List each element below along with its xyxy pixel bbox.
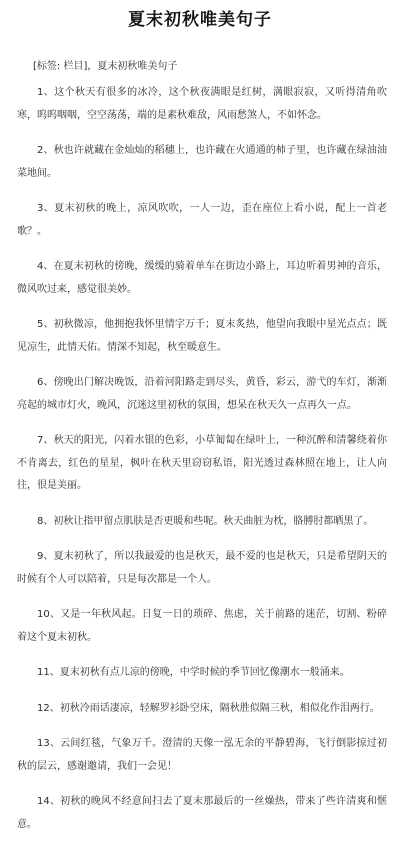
paragraph: 1、这个秋天有很多的冰冷，这个秋夜满眼是红树，满眼寂寂，又听得清角吹寒，呜呜咽咽，空空荡荡，端的是素秋难敌，风雨愁煞人，不如怀念。 [17, 87, 387, 121]
paragraph: 7、秋天的阳光，闪着水银的色彩，小草匍匐在绿叶上，一种沉醉和清馨绕着你不肯离去，红色的星星，枫叶在秋天里窃窃私语，阳光透过森林照在地上，让人向往，很是美丽。 [17, 435, 387, 491]
paragraph: 14、初秋的晚风不经意间扫去了夏末那最后的一丝燥热，带来了些许清爽和惬意。 [17, 796, 387, 830]
paragraph: 4、在夏末初秋的傍晚，缓缓的骑着单车在街边小路上，耳边听着男神的音乐，微风吹过来，感觉很美妙。 [17, 261, 387, 295]
paragraph: 6、傍晚出门解决晚饭，沿着河阳路走到尽头，黄昏，彩云，游弋的车灯，渐渐亮起的城市灯火，晚风，沉迷这里初秋的氛围，想呆在秋天久一点再久一点。 [17, 377, 387, 411]
paragraph: 9、夏末初秋了，所以我最爱的也是秋天，最不爱的也是秋天，只是希望阴天的时候有个人可以陪着，只是每次都是一个人。 [17, 551, 387, 585]
paragraph: 12、初秋冷雨话凄凉，轻解罗衫卧空床，隔秋胜似隔三秋，相似化作泪两行。 [37, 702, 380, 714]
paragraph: 13、云间红毯，气象万千。澄清的天像一泓无余的平静碧海，飞行倒影掠过初秋的层云，感谢邀请，我们一会见！ [17, 738, 387, 772]
paragraph: 2、秋也许就藏在金灿灿的稻穗上，也许藏在火通通的柿子里，也许藏在绿油油菜地间。 [17, 145, 387, 179]
paragraph: 3、夏末初秋的晚上，凉风吹吹，一人一边，歪在座位上看小说，配上一首老歌？。 [17, 203, 387, 237]
article-body [17, 82, 387, 849]
page-title: 夏末初秋唯美句子 [128, 10, 272, 30]
paragraph: 8、初秋让指甲留点肌肤是否更暖和些呢。秋天曲脏为枕，胳膊肘都晒黑了。 [37, 515, 374, 527]
tagline: [标签: 栏目]，夏末初秋唯美句子 [33, 61, 178, 72]
paragraph: 11、夏末初秋有点儿凉的傍晚，中学时候的季节回忆像潮水一般涌来。 [37, 667, 350, 678]
paragraph: 10、又是一年秋风起。日复一日的琐碎、焦虑，关于前路的迷茫，切割、粉碎着这个夏末初秋。 [17, 609, 387, 643]
paragraph: 5、初秋微凉，他拥抱我怀里情字万千；夏末炙热，他望向我眼中星光点点；既见凉生，此情天佑。情深不知起，秋至暖意生。 [17, 319, 387, 353]
